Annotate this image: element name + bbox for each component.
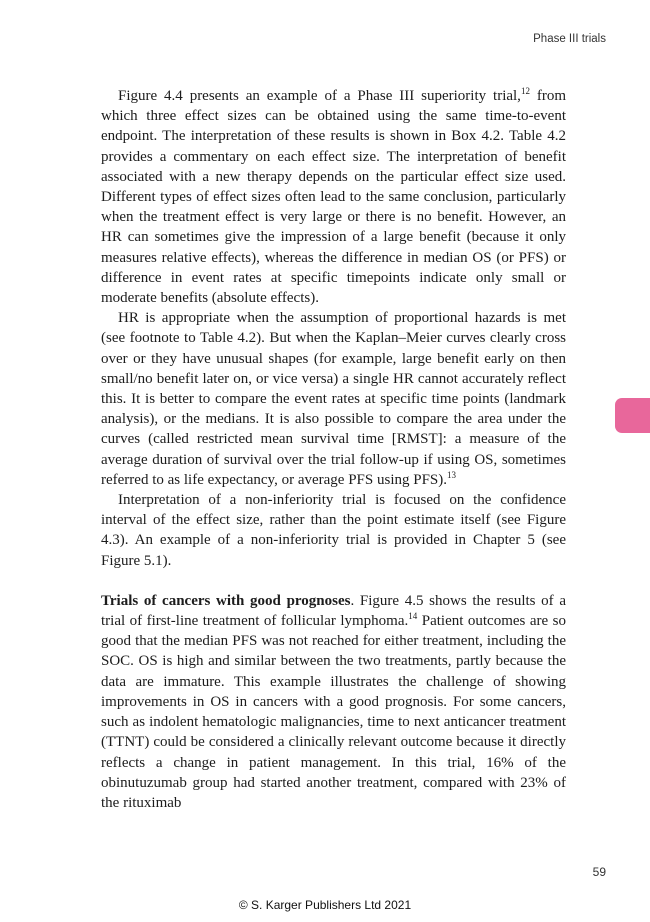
paragraph-1-text-b: from which three effect sizes can be obtained using the same time-to-event endpoint. The interpretation of these results is shown in Box 4.2. Table 4.2 provides a commentary on each effect size. The interpretation of benefit associated with a new therapy depends on the particular effect size used. Different types of effect sizes often lead to the same conclusion, particularly when the treatment effect is very large or there is no benefit. However, an HR can sometimes give the impression of a large benefit (because it only measures relative effects), whereas the difference in median OS (or PFS) or difference in event rates at specific timepoints indicate only small or moderate benefits (absolute effects). [101,88,566,307]
reference-12: 12 [520,86,530,96]
paragraph-3-text: Interpretation of a non-inferiority trial is focused on the confidence interval of the effect size, rather than the point estimate itself (see Figure 4.3). An example of a non-inferiority trial is provided in Chapter 5 (see Figure 5.1). [101,492,566,569]
paragraph-2 [101,308,566,490]
paragraph-4-text-b: Patient outcomes are so good that the median PFS was not reached for either treatment, including the SOC. OS is high and similar between the two treatments, partly because the data are immature. This example illustrates the challenge of showing improvements in OS in cancers with a good prognosis. For some cancers, such as indolent hematologic malignancies, time to next anticancer treatment (TTNT) could be considered a clinically relevant outcome because it directly reflects a change in patient management. In this trial, 16% of the obinutuzumab group had started another treatment, compared with 23% of the rituximab [101,613,566,811]
running-head: Phase III trials [533,33,606,45]
reference-14: 14 [408,611,418,622]
main-text [101,86,566,813]
paragraph-4-text-a: . Figure 4.5 shows the results of a trial of first-line treatment of follicular lymphoma. [101,592,566,630]
page-number: 59 [592,865,606,879]
chapter-thumb-tab [615,398,650,433]
copyright-notice: © S. Karger Publishers Ltd 2021 [238,898,412,912]
section-run-in-heading: Trials of cancers with good prognoses [101,592,351,609]
paragraph-2-text: HR is appropriate when the assumption of proportional hazards is met (see footnote to Table 4.2). But when the Kaplan–Meier curves clearly cross over or they have unusual shapes (for example, large benefit early on then small/no benefit later on, or vice versa) a single HR cannot accurately reflect this. It is better to compare the event rates at specific time points (landmark analysis), or the medians. It is also possible to compare the area under the curves (called restricted mean survival time [RMST]: a measure of the average duration of survival over the trial follow-up if using OS, sometimes referred to as life expectancy, or average PFS using PFS). [101,310,566,488]
paragraph-4 [101,591,566,813]
reference-13: 13 [447,469,457,480]
paragraph-1 [101,86,566,308]
paragraph-3 [101,490,566,571]
paragraph-1-text-a: Figure 4.4 presents an example of a Phase III superiority trial, [118,88,521,104]
